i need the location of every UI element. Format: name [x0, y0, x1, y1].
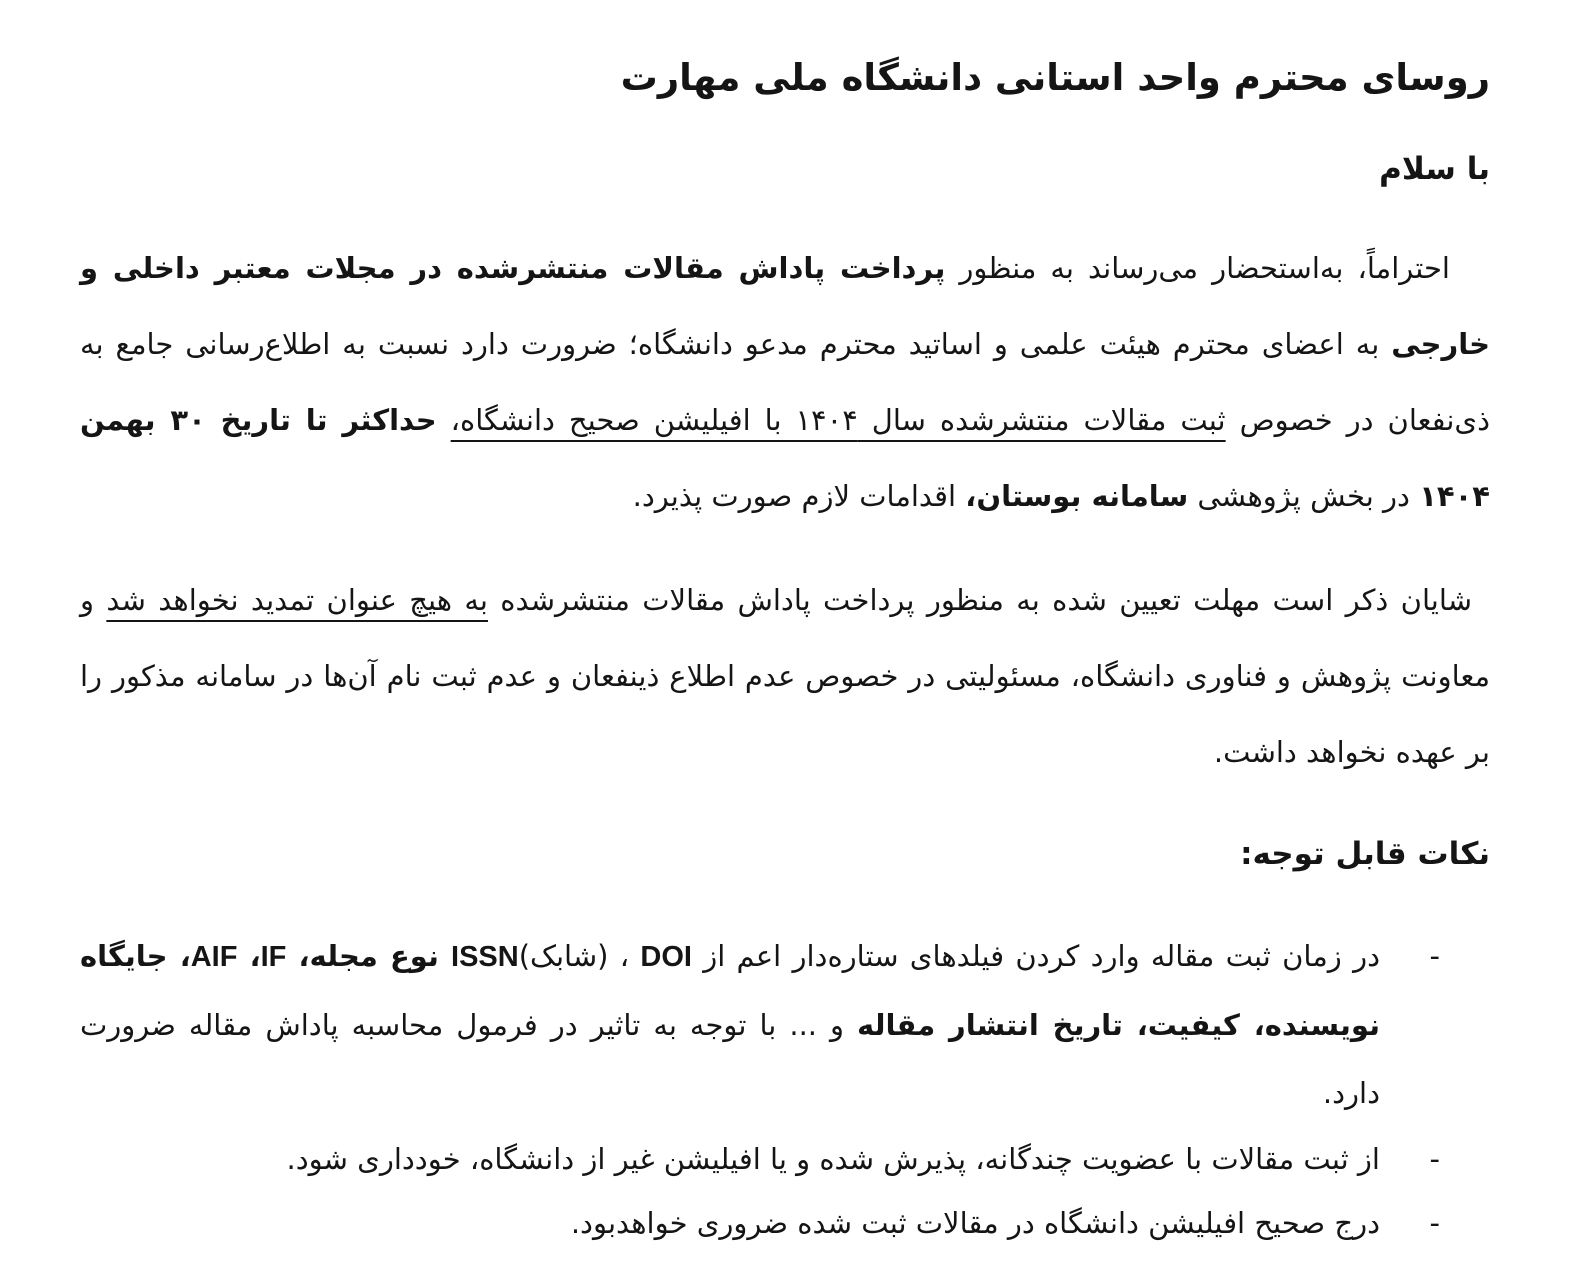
p1-text-2: به اعضای محترم هیئت علمی و اساتید محترم مدعو دانشگاه؛ ضرورت دارد نسبت به اطلاع‌رسانی جامع به ذی‌نفعان در خصوص [80, 327, 1490, 437]
note1-text-4: ، [237, 939, 261, 973]
p2-underlined-no-extension: به هیچ عنوان تمدید نخواهد شد [106, 583, 488, 617]
note1-text-5: ، جایگاه نویسنده، کیفیت، تاریخ انتشار مقاله [80, 939, 1380, 1042]
note1-text-1: در زمان ثبت مقاله وارد کردن فیلدهای ستاره‌دار اعم از [691, 939, 1380, 973]
note1-text-2: ، (شابک) [518, 939, 641, 973]
note1-aif: AIF [190, 941, 238, 973]
notes-list [80, 922, 1490, 1255]
p1-text-1: احتراماً، به‌استحضار می‌رساند به منظور [945, 251, 1450, 285]
p1-space [437, 403, 451, 437]
bullet-dash: - [1429, 1142, 1440, 1176]
paragraph-deadline-notice [80, 562, 1490, 790]
note3-text: درج صحیح افیلیشن دانشگاه در مقالات ثبت شده ضروری خواهدبود. [570, 1206, 1380, 1240]
p1-bold-reward-topic: پرداخت پاداش مقالات منتشرشده در مجلات معتبر داخلی و خارجی [80, 251, 1490, 361]
p1-underlined-registration: ثبت مقالات منتشرشده سال ۱۴۰۴ با افیلیشن صحیح دانشگاه، [450, 403, 1226, 437]
p2-text-2: و معاونت پژوهش و فناوری دانشگاه، مسئولیتی در خصوص عدم اطلاع ذینفعان و عدم ثبت نام آن‌ها در سامانه مذکور را بر عهده نخواهد داشت. [80, 583, 1490, 769]
note2-text: از ثبت مقالات با عضویت چندگانه، پذیرش شده و یا افیلیشن غیر از دانشگاه، خودداری شود. [286, 1142, 1380, 1176]
note1-issn: ISSN [451, 941, 519, 973]
greeting: با سلام [1379, 151, 1490, 187]
p1-text-3: در بخش پژوهشی [1188, 479, 1420, 513]
note-item-no-multiple-affiliation [80, 1127, 1490, 1191]
letter-recipient-title: روسای محترم واحد استانی دانشگاه ملی مهارت [620, 56, 1490, 99]
bullet-dash: - [1429, 939, 1440, 973]
p1-bold-system-name: سامانه بوستان، [965, 479, 1189, 513]
note-item-correct-affiliation [80, 1191, 1490, 1255]
note1-text-6: و ... با توجه به تاثیر در فرمول محاسبه پاداش مقاله ضرورت دارد. [80, 1008, 1380, 1110]
p1-bold-deadline: حداکثر تا تاریخ ۳۰ بهمن ۱۴۰۴ [80, 403, 1490, 513]
paragraph-announcement [80, 230, 1490, 534]
note1-text-3: نوع مجله، [286, 939, 452, 973]
note1-if: IF [260, 941, 287, 973]
note1-doi: DOI [640, 941, 692, 973]
bullet-dash: - [1429, 1206, 1440, 1240]
note-item-required-fields [80, 922, 1490, 1127]
p1-text-4: اقدامات لازم صورت پذیرد. [632, 479, 966, 513]
p2-text-1: شایان ذکر است مهلت تعیین شده به منظور پرداخت پاداش مقالات منتشرشده [487, 583, 1472, 617]
notes-heading: نکات قابل توجه: [1240, 836, 1490, 872]
